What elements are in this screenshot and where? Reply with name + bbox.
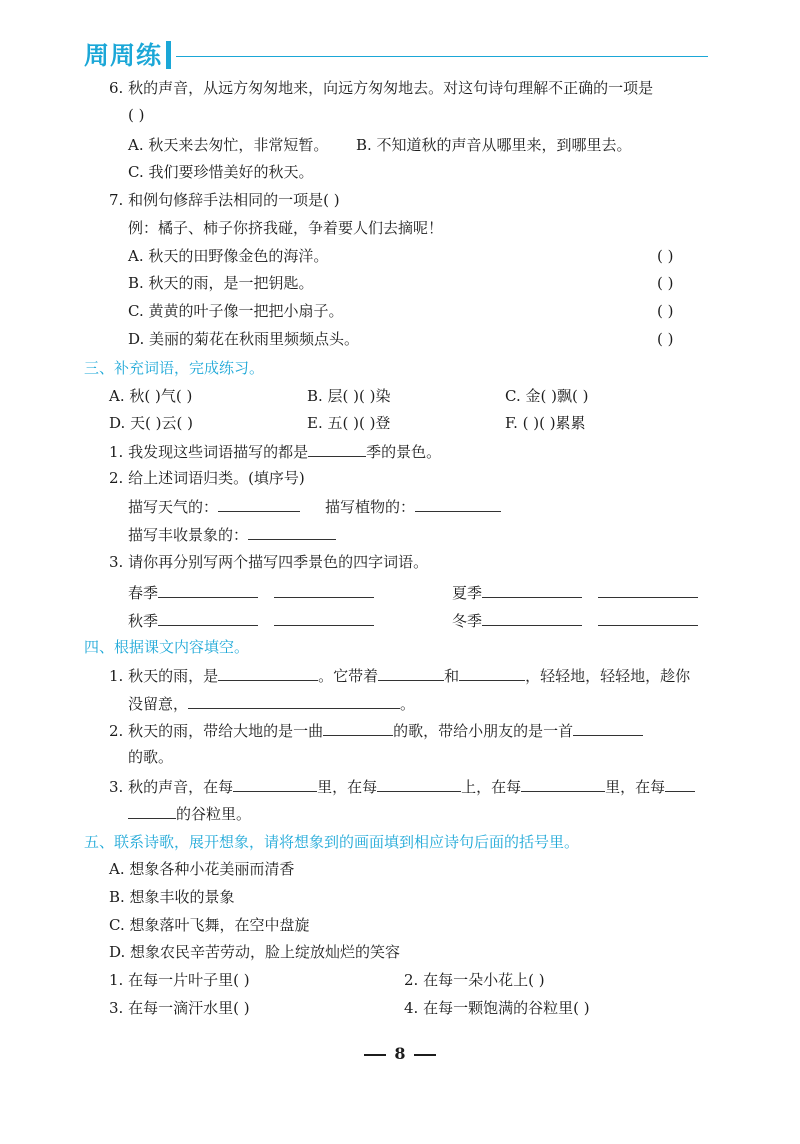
page-number-dash-left — [364, 1054, 386, 1056]
s3-q1 — [109, 440, 441, 463]
s4-q3-line2 — [128, 802, 251, 825]
s3-summer-blank-2[interactable] — [598, 581, 698, 598]
s3-summer-blank-1[interactable] — [482, 581, 582, 598]
s4-q3-blank-3[interactable] — [521, 775, 605, 792]
s4-q1-blank-2[interactable] — [378, 664, 444, 681]
q7-option-d-paren: ( ) — [657, 330, 674, 348]
s4-q1-line2 — [128, 692, 415, 715]
s4-q2-line1 — [109, 719, 643, 742]
s4-q2-text-a: 2. 秋天的雨，带给大地的是一曲 — [109, 722, 324, 740]
s3-winter-label: 冬季 — [452, 612, 483, 630]
q7-option-d: D. 美丽的菊花在秋雨里频频点头。 — [128, 330, 360, 348]
page-number — [0, 1044, 800, 1063]
s3-word-c: C. 金( )飘( ) — [505, 387, 589, 405]
s4-q1-text-a: 1. 秋天的雨，是 — [109, 667, 219, 685]
s3-summer-label: 夏季 — [452, 584, 483, 602]
s4-q3-text-a: 3. 秋的声音，在每 — [109, 778, 234, 796]
s5-option-d: D. 想象农民辛苦劳动，脸上绽放灿烂的笑容 — [109, 943, 401, 961]
s5-option-a: A. 想象各种小花美丽而清香 — [109, 860, 295, 878]
q7-example: 例：橘子、柿子你挤我碰，争着要人们去摘呢！ — [128, 219, 444, 237]
s4-q2-text-b: 的歌，带给小朋友的是一首 — [393, 722, 574, 740]
q6-stem: 6. 秋的声音，从远方匆匆地来，向远方匆匆地去。对这句诗句理解不正确的一项是 — [109, 79, 654, 97]
s4-q3-text-d: 里，在每 — [605, 778, 666, 796]
s5-q3: 3. 在每一滴汗水里( ) — [109, 999, 250, 1017]
s3-spring-row — [128, 581, 374, 604]
s3-winter-blank-1[interactable] — [482, 609, 582, 626]
section-5-title: 五、联系诗歌，展开想象，请将想象到的画面填到相应诗句后面的括号里。 — [84, 833, 580, 851]
page-number-value: 8 — [394, 1044, 406, 1063]
s3-q2: 2. 给上述词语归类。(填序号) — [109, 469, 305, 487]
s4-q1-blank-3[interactable] — [459, 664, 525, 681]
page-title: 周周练 — [84, 41, 163, 70]
header-accent-bar — [166, 41, 171, 69]
s3-q1-text: 1. 我发现这些词语描写的都是 — [109, 443, 309, 461]
s3-summer-row — [452, 581, 698, 604]
section-3-title: 三、补充词语，完成练习。 — [84, 359, 265, 377]
s4-q1-blank-1[interactable] — [218, 664, 318, 681]
q7-option-c-paren: ( ) — [657, 302, 674, 320]
page-number-dash-right — [414, 1054, 436, 1056]
s3-word-d: D. 天( )云( ) — [109, 414, 193, 432]
s4-q3-line1 — [109, 775, 695, 798]
s4-q1-text-e: 没留意， — [128, 695, 189, 713]
s4-q3-text-c: 上，在每 — [461, 778, 522, 796]
s3-weather-row — [128, 495, 300, 518]
s3-winter-row — [452, 609, 698, 632]
q6-option-a: A. 秋天来去匆忙，非常短暂。 — [128, 136, 329, 154]
s4-q3-blank-4a[interactable] — [665, 775, 695, 792]
q7-option-a-paren: ( ) — [657, 247, 674, 265]
q7-option-a: A. 秋天的田野像金色的海洋。 — [128, 247, 329, 265]
s4-q1-text-f: 。 — [400, 695, 416, 713]
s3-autumn-blank-2[interactable] — [274, 609, 374, 626]
section-4-title: 四、根据课文内容填空。 — [84, 638, 250, 656]
s5-q4: 4. 在每一颗饱满的谷粒里( ) — [404, 999, 590, 1017]
s5-q2: 2. 在每一朵小花上( ) — [404, 971, 545, 989]
q7-stem: 7. 和例句修辞手法相同的一项是( ) — [109, 191, 340, 209]
s3-winter-blank-2[interactable] — [598, 609, 698, 626]
s4-q1-text-d: ，轻轻地，轻轻地，趁你 — [525, 667, 691, 685]
s5-q1: 1. 在每一片叶子里( ) — [109, 971, 250, 989]
s3-harvest-blank[interactable] — [248, 523, 336, 540]
s3-harvest-label: 描写丰收景象的： — [128, 526, 249, 544]
q7-option-c: C. 黄黄的叶子像一把把小扇子。 — [128, 302, 344, 320]
q7-option-b-paren: ( ) — [657, 274, 674, 292]
q7-option-b: B. 秋天的雨，是一把钥匙。 — [128, 274, 314, 292]
s3-word-a: A. 秋( )气( ) — [109, 387, 193, 405]
s4-q3-text-e: 的谷粒里。 — [176, 805, 252, 823]
s3-spring-blank-1[interactable] — [158, 581, 258, 598]
s4-q3-text-b: 里，在每 — [317, 778, 378, 796]
s3-harvest-row — [128, 523, 336, 546]
s3-weather-blank[interactable] — [218, 495, 300, 512]
q6-option-b: B. 不知道秋的声音从哪里来，到哪里去。 — [356, 136, 632, 154]
s5-option-b: B. 想象丰收的景象 — [109, 888, 235, 906]
s3-q3: 3. 请你再分别写两个描写四季景色的四字词语。 — [109, 553, 429, 571]
s3-q1-blank[interactable] — [308, 440, 366, 457]
s4-q1-text-b: 。它带着 — [318, 667, 379, 685]
s3-plant-label: 描写植物的： — [325, 498, 416, 516]
s4-q1-line1 — [109, 664, 690, 687]
s3-plant-row — [325, 495, 501, 518]
s4-q2-blank-2[interactable] — [573, 719, 643, 736]
s4-q1-blank-4[interactable] — [188, 692, 400, 709]
s3-plant-blank[interactable] — [415, 495, 501, 512]
s5-option-c: C. 想象落叶飞舞，在空中盘旋 — [109, 916, 310, 934]
s3-spring-label: 春季 — [128, 584, 159, 602]
s4-q2-line2: 的歌。 — [128, 748, 174, 766]
s3-weather-label: 描写天气的： — [128, 498, 219, 516]
s3-autumn-label: 秋季 — [128, 612, 159, 630]
header-rule — [176, 56, 708, 57]
s4-q3-blank-1[interactable] — [233, 775, 317, 792]
s4-q1-text-c: 和 — [444, 667, 460, 685]
s4-q3-blank-2[interactable] — [377, 775, 461, 792]
s3-spring-blank-2[interactable] — [274, 581, 374, 598]
s3-word-b: B. 层( )( )染 — [307, 387, 391, 405]
s4-q2-blank-1[interactable] — [323, 719, 393, 736]
s3-autumn-row — [128, 609, 374, 632]
s3-word-e: E. 五( )( )登 — [307, 414, 391, 432]
s3-autumn-blank-1[interactable] — [158, 609, 258, 626]
s3-q1-tail: 季的景色。 — [366, 443, 442, 461]
q6-answer-paren: ( ) — [128, 106, 145, 124]
s3-word-f: F. ( )( )累累 — [505, 414, 586, 432]
s4-q3-blank-4b[interactable] — [128, 802, 176, 819]
q6-option-c: C. 我们要珍惜美好的秋天。 — [128, 163, 314, 181]
